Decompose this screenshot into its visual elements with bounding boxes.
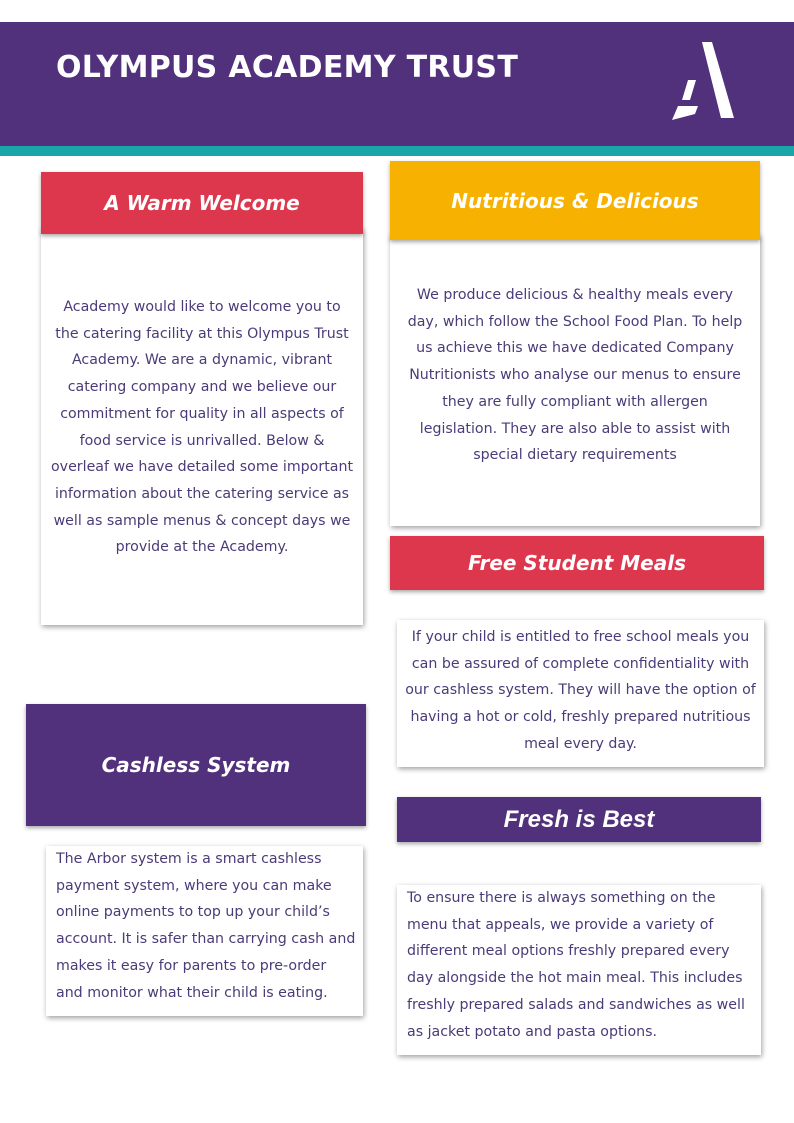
header-divider [0,146,794,156]
nutritious-body: We produce delicious & healthy meals every day, which follow the School Food Plan. To help us achieve this we have dedicated Company Nutritionists who analyse our menus to ensure they are fully compliant with allergen legislation. They are also able to assist with special dietary requirements [407,287,743,464]
welcome-body: Academy would like to welcome you to the catering facility at this Olympus Trust Academy. We are a dynamic, vibrant catering company and we believe our commitment for quality in all aspects of food service is unrivalled. Below & overleaf we have detailed some important information about the catering service as well as sample menus & concept days we provide at the Academy. [51,299,354,556]
welcome-heading: A Warm Welcome [41,172,363,234]
welcome-card [41,228,363,625]
cashless-heading: Cashless System [26,704,366,826]
free-meals-heading: Free Student Meals [390,536,764,590]
cashless-body: The Arbor system is a smart cashless payment system, where you can make online payments to top up your child’s account. It is safer than carrying cash and makes it easy for parents to pre-order and monitor what their child is eating. [56,851,356,1001]
page-title: OLYMPUS ACADEMY TRUST [56,50,519,85]
free-meals-card [397,620,764,767]
cashless-card [46,846,363,1016]
free-meals-body: If your child is entitled to free school meals you can be assured of complete confidentiality with our cashless system. They will have the option of having a hot or cold, freshly prepared nutritious meal every day. [405,629,756,752]
fresh-card [397,885,761,1055]
nutritious-card [390,234,760,526]
fresh-body: To ensure there is always something on the menu that appeals, we provide a variety of different meal options freshly prepared every day alongside the hot main meal. This includes freshly prepared salads and sandwiches as well as jacket potato and pasta options. [407,890,745,1040]
academy-a-logo-icon [668,40,740,126]
nutritious-heading: Nutritious & Delicious [390,161,760,240]
fresh-heading: Fresh is Best [397,797,761,842]
